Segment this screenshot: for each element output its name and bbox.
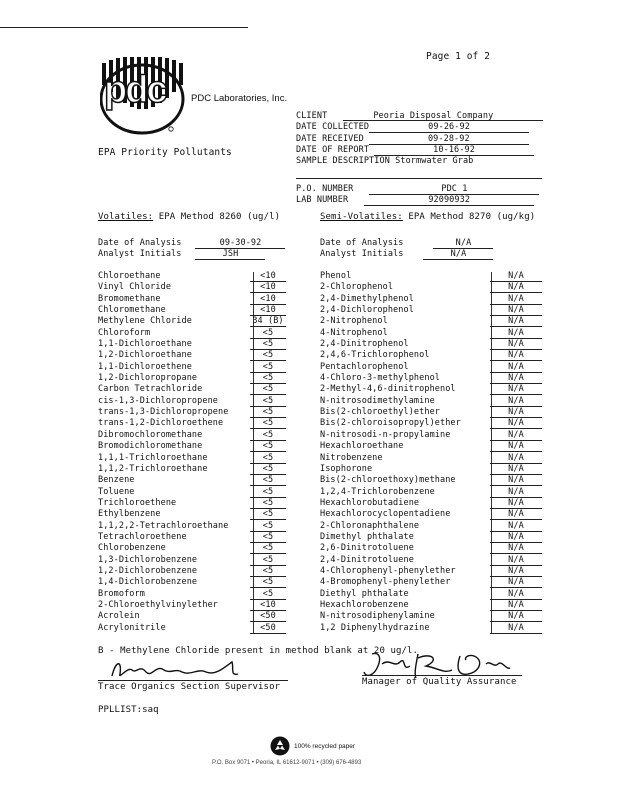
- semivolatiles-row: [320, 294, 550, 305]
- volatiles-meta: Date of Analysis 09-30-92 Analyst Initials JSH: [98, 238, 285, 261]
- volatiles-analyte-name: Dibromochloromethane: [98, 429, 203, 440]
- volatiles-row: [98, 509, 298, 520]
- volatiles-analyte-name: trans-1,2-Dichloroethene: [98, 418, 224, 429]
- semivolatiles-row: [320, 282, 550, 293]
- volatiles-analyte-name: Bromomethane: [98, 293, 161, 304]
- semivolatiles-result-value: N/A: [490, 600, 542, 611]
- semivolatiles-analyte-name: Isophorone: [320, 463, 373, 474]
- semivolatiles-result-value: N/A: [490, 407, 542, 418]
- semivolatiles-result-value: N/A: [490, 430, 542, 441]
- volatiles-analyte-name: Bromodichloromethane: [98, 441, 203, 452]
- semivolatiles-analyte-name: 2-Methyl-4,6-dinitrophenol: [320, 384, 456, 395]
- semivolatiles-table: [320, 271, 550, 634]
- semivolatiles-result-value: N/A: [490, 282, 542, 293]
- volatiles-result-value: <5: [250, 407, 286, 418]
- semivolatiles-heading: Semi-Volatiles: EPA Method 8270 (ug/kg): [320, 212, 536, 222]
- semivolatiles-result-value: N/A: [490, 566, 542, 577]
- volatiles-analyte-name: 1,1-Dichloroethene: [98, 361, 192, 372]
- semivolatiles-analyte-name: Hexachlorobenzene: [320, 599, 409, 610]
- volatiles-analyte-name: 1,1,2,2-Tetrachloroethane: [98, 520, 229, 531]
- volatiles-result-value: <10: [250, 282, 286, 293]
- semivolatiles-row: [320, 305, 550, 316]
- semivolatiles-analyte-name: Bis(2-chloroethyl)ether: [320, 407, 441, 418]
- semivolatiles-row: [320, 396, 550, 407]
- semivolatiles-row: [320, 350, 550, 361]
- semivolatiles-analyte-name: 2,4-Dimethylphenol: [320, 293, 414, 304]
- volatiles-row: [98, 555, 298, 566]
- volatiles-result-value: <5: [250, 577, 286, 588]
- volatiles-analyte-name: Benzene: [98, 475, 135, 486]
- volatiles-row: [98, 566, 298, 577]
- volatiles-analyte-name: 1,1,1-Trichloroethane: [98, 452, 208, 463]
- recycle-icon: [270, 736, 290, 756]
- volatiles-result-value: <10: [250, 294, 286, 305]
- semivolatiles-result-value: N/A: [490, 316, 542, 327]
- semivolatiles-row: [320, 532, 550, 543]
- semivolatiles-result-value: N/A: [490, 339, 542, 350]
- volatiles-row: [98, 589, 298, 600]
- semivolatiles-row: [320, 611, 550, 622]
- semivolatiles-result-value: N/A: [490, 305, 542, 316]
- semivolatiles-row: [320, 430, 550, 441]
- file-reference: PPLLIST:saq: [98, 705, 159, 715]
- volatiles-analyte-name: 1,2-Dichlorobenzene: [98, 565, 198, 576]
- supervisor-signature-line: [98, 680, 288, 681]
- volatiles-result-value: <50: [250, 611, 286, 622]
- volatiles-row: [98, 577, 298, 588]
- footer-address: P.O. Box 9071 • Peoria, IL 61612-9071 • (309) 676-4893: [212, 760, 362, 766]
- volatiles-row: [98, 282, 298, 293]
- semivolatiles-result-value: N/A: [490, 555, 542, 566]
- volatiles-analyte-name: Trichloroethene: [98, 497, 177, 508]
- volatiles-row: [98, 600, 298, 611]
- semivolatiles-row: [320, 441, 550, 452]
- semivolatiles-row: [320, 464, 550, 475]
- semivolatiles-row: [320, 600, 550, 611]
- semivolatiles-row: [320, 577, 550, 588]
- semivolatiles-analyte-name: 2-Chlorophenol: [320, 282, 394, 293]
- volatiles-row: [98, 339, 298, 350]
- volatiles-row: [98, 532, 298, 543]
- volatiles-result-value: <5: [250, 328, 286, 339]
- date-collected-value: 09-26-92: [369, 122, 529, 133]
- volatiles-row: [98, 294, 298, 305]
- volatiles-result-value: <5: [250, 566, 286, 577]
- semivolatiles-analyte-name: Bis(2-chloroethoxy)methane: [320, 475, 456, 486]
- volatiles-analyte-name: Chloromethane: [98, 305, 166, 316]
- volatiles-analyte-name: trans-1,3-Dichloropropene: [98, 407, 229, 418]
- volatiles-result-value: <5: [250, 532, 286, 543]
- semivolatiles-row: [320, 328, 550, 339]
- volatiles-row: [98, 396, 298, 407]
- semivolatiles-analyte-name: 1,2,4-Trichlorobenzene: [320, 486, 435, 497]
- semivolatiles-row: [320, 384, 550, 395]
- company-name: PDC Laboratories, Inc.: [191, 93, 288, 104]
- volatiles-analyte-name: Carbon Tetrachloride: [98, 384, 203, 395]
- volatiles-heading: Volatiles: EPA Method 8260 (ug/l): [98, 212, 281, 222]
- semivolatiles-row: [320, 589, 550, 600]
- volatiles-result-value: <5: [250, 509, 286, 520]
- semivolatiles-result-value: N/A: [490, 271, 542, 282]
- volatiles-analyte-name: 1,2-Dichloroethane: [98, 350, 192, 361]
- semivolatiles-analyte-name: 4-Nitrophenol: [320, 327, 388, 338]
- semivolatiles-analyte-name: N-nitrosodi-n-propylamine: [320, 429, 451, 440]
- volatiles-analyte-name: Acrylonitrile: [98, 622, 166, 633]
- semivolatiles-row: [320, 362, 550, 373]
- volatiles-result-value: <5: [250, 543, 286, 554]
- semivolatiles-row: [320, 373, 550, 384]
- semivolatiles-analyte-name: Hexachloroethane: [320, 441, 404, 452]
- volatiles-result-value: <5: [250, 589, 286, 600]
- semivolatiles-analyte-name: Phenol: [320, 271, 352, 281]
- footnote: B - Methylene Chloride present in method blank at 20 ug/l.: [98, 646, 419, 656]
- semivolatiles-result-value: N/A: [490, 577, 542, 588]
- semivolatiles-date-value: N/A: [433, 238, 493, 249]
- volatiles-analyte-name: Acrolein: [98, 611, 140, 622]
- volatiles-row: [98, 362, 298, 373]
- supervisor-signature: [106, 656, 256, 682]
- semivolatiles-analyte-name: N-nitrosodiphenylamine: [320, 611, 435, 622]
- volatiles-result-value: <5: [250, 487, 286, 498]
- semivolatiles-result-value: N/A: [490, 294, 542, 305]
- semivolatiles-analyst-value: N/A: [423, 249, 493, 260]
- semivolatiles-analyte-name: Nitrobenzene: [320, 452, 383, 463]
- volatiles-analyte-name: Methylene Chloride: [98, 316, 192, 327]
- semivolatiles-analyte-name: 2-Chloronaphthalene: [320, 520, 420, 531]
- semivolatiles-result-value: N/A: [490, 384, 542, 395]
- volatiles-date-value: 09-30-92: [195, 238, 285, 249]
- semivolatiles-row: [320, 316, 550, 327]
- semivolatiles-result-value: N/A: [490, 532, 542, 543]
- date-received-value: 09-28-92: [369, 134, 529, 145]
- semivolatiles-result-value: N/A: [490, 589, 542, 600]
- semivolatiles-meta: Date of Analysis N/A Analyst Initials N/A: [320, 238, 493, 261]
- semivolatiles-row: [320, 498, 550, 509]
- semivolatiles-analyte-name: 2-Nitrophenol: [320, 316, 388, 327]
- semivolatiles-row: [320, 509, 550, 520]
- volatiles-row: [98, 407, 298, 418]
- volatiles-analyst-value: JSH: [195, 249, 265, 260]
- po-number-value: PDC 1: [369, 184, 539, 195]
- volatiles-result-value: <10: [250, 600, 286, 611]
- semivolatiles-result-value: N/A: [490, 611, 542, 622]
- qa-manager-title: Manager of Quality Assurance: [362, 677, 517, 687]
- logo-wordmark: pdc: [104, 69, 166, 111]
- volatiles-result-value: <5: [250, 339, 286, 350]
- volatiles-table: [98, 271, 298, 634]
- semivolatiles-analyte-name: 2,4,6-Trichlorophenol: [320, 350, 430, 361]
- volatiles-row: [98, 271, 298, 282]
- volatiles-row: [98, 623, 298, 634]
- volatiles-result-value: <5: [250, 350, 286, 361]
- report-title: EPA Priority Pollutants: [98, 147, 232, 158]
- volatiles-result-value: <5: [250, 475, 286, 486]
- volatiles-result-value: <5: [250, 441, 286, 452]
- volatiles-result-value: <10: [250, 271, 286, 282]
- volatiles-analyte-name: 1,1,2-Trichloroethane: [98, 463, 208, 474]
- semivolatiles-result-value: N/A: [490, 441, 542, 452]
- semivolatiles-result-value: N/A: [490, 350, 542, 361]
- semivolatiles-analyte-name: 2,4-Dinitrotoluene: [320, 554, 414, 565]
- volatiles-row: [98, 521, 298, 532]
- semivolatiles-analyte-name: 2,6-Dinitrotoluene: [320, 543, 414, 554]
- lab-number-value: 92090932: [364, 195, 534, 206]
- volatiles-analyte-name: Toluene: [98, 486, 135, 497]
- volatiles-row: [98, 543, 298, 554]
- semivolatiles-analyte-name: Hexachlorobutadiene: [320, 497, 420, 508]
- recycled-paper-note: 100% recycled paper: [294, 743, 356, 750]
- qa-signature-line: [362, 675, 522, 676]
- volatiles-row: [98, 418, 298, 429]
- semivolatiles-analyte-name: Dimethyl phthalate: [320, 531, 414, 542]
- volatiles-row: [98, 350, 298, 361]
- volatiles-row: [98, 487, 298, 498]
- volatiles-analyte-name: 1,1-Dichloroethane: [98, 339, 192, 350]
- volatiles-row: [98, 498, 298, 509]
- volatiles-result-value: <5: [250, 464, 286, 475]
- volatiles-row: [98, 611, 298, 622]
- semivolatiles-row: [320, 521, 550, 532]
- volatiles-result-value: <5: [250, 373, 286, 384]
- semivolatiles-analyte-name: N-nitrosodimethylamine: [320, 395, 435, 406]
- volatiles-row: [98, 316, 298, 327]
- semivolatiles-row: [320, 418, 550, 429]
- semivolatiles-row: [320, 453, 550, 464]
- semivolatiles-analyte-name: 2,4-Dinitrophenol: [320, 339, 409, 350]
- volatiles-analyte-name: Chloroform: [98, 327, 151, 338]
- volatiles-analyte-name: Chlorobenzene: [98, 543, 166, 554]
- volatiles-row: [98, 384, 298, 395]
- semivolatiles-row: [320, 339, 550, 350]
- volatiles-analyte-name: Tetrachloroethene: [98, 531, 187, 542]
- semivolatiles-row: [320, 623, 550, 634]
- semivolatiles-result-value: N/A: [490, 543, 542, 554]
- semivolatiles-result-value: N/A: [490, 396, 542, 407]
- volatiles-row: [98, 305, 298, 316]
- semivolatiles-analyte-name: Bis(2-chloroisopropyl)ether: [320, 418, 461, 429]
- semivolatiles-result-value: N/A: [490, 498, 542, 509]
- semivolatiles-analyte-name: 4-Chlorophenyl-phenylether: [320, 565, 456, 576]
- semivolatiles-result-value: N/A: [490, 328, 542, 339]
- semivolatiles-analyte-name: 4-Bromophenyl-phenylether: [320, 577, 451, 588]
- volatiles-row: [98, 441, 298, 452]
- semivolatiles-analyte-name: 1,2 Diphenylhydrazine: [320, 622, 430, 633]
- semivolatiles-row: [320, 487, 550, 498]
- sample-description-value: Stormwater Grab: [395, 156, 474, 167]
- volatiles-analyte-name: 1,2-Dichloropropane: [98, 373, 198, 384]
- volatiles-row: [98, 453, 298, 464]
- volatiles-result-value: <5: [250, 396, 286, 407]
- volatiles-analyte-name: cis-1,3-Dichloropropene: [98, 395, 219, 406]
- volatiles-result-value: <5: [250, 498, 286, 509]
- supervisor-title: Trace Organics Section Supervisor: [98, 682, 281, 692]
- semivolatiles-result-value: N/A: [490, 362, 542, 373]
- semivolatiles-row: [320, 407, 550, 418]
- top-rule: [0, 27, 248, 28]
- semivolatiles-result-value: N/A: [490, 464, 542, 475]
- date-report-value: 10-16-92: [374, 145, 534, 156]
- volatiles-result-value: <5: [250, 384, 286, 395]
- volatiles-analyte-name: Bromoform: [98, 588, 145, 599]
- volatiles-result-value: <5: [250, 453, 286, 464]
- volatiles-analyte-name: 2-Chloroethylvinylether: [98, 599, 219, 610]
- volatiles-analyte-name: Chloroethane: [98, 271, 161, 281]
- volatiles-row: [98, 328, 298, 339]
- volatiles-analyte-name: 1,3-Dichlorobenzene: [98, 554, 198, 565]
- semivolatiles-analyte-name: Pentachlorophenol: [320, 361, 409, 372]
- semivolatiles-result-value: N/A: [490, 487, 542, 498]
- volatiles-row: [98, 464, 298, 475]
- volatiles-result-value: <5: [250, 521, 286, 532]
- semivolatiles-result-value: N/A: [490, 521, 542, 532]
- volatiles-result-value: <5: [250, 430, 286, 441]
- semivolatiles-analyte-name: 4-Chloro-3-methylphenol: [320, 373, 441, 384]
- volatiles-result-value: <50: [250, 623, 286, 634]
- semivolatiles-result-value: N/A: [490, 453, 542, 464]
- volatiles-result-value: <5: [250, 555, 286, 566]
- semivolatiles-result-value: N/A: [490, 373, 542, 384]
- volatiles-result-value: <10: [250, 305, 286, 316]
- volatiles-result-value: <5: [250, 362, 286, 373]
- volatiles-analyte-name: Vinyl Chloride: [98, 282, 172, 293]
- semivolatiles-row: [320, 566, 550, 577]
- volatiles-row: [98, 430, 298, 441]
- semivolatiles-result-value: N/A: [490, 623, 542, 634]
- volatiles-result-value: 34 (B): [250, 316, 286, 327]
- semivolatiles-result-value: N/A: [490, 418, 542, 429]
- semivolatiles-result-value: N/A: [490, 475, 542, 486]
- volatiles-analyte-name: Ethylbenzene: [98, 509, 161, 520]
- volatiles-row: [98, 475, 298, 486]
- semivolatiles-analyte-name: 2,4-Dichlorophenol: [320, 305, 414, 316]
- semivolatiles-analyte-name: Diethyl phthalate: [320, 588, 409, 599]
- client-info: CLIENT Peoria Disposal Company DATE COLLECTED 09-26-92 DATE RECEIVED 09-28-92 DATE OF REPORT 10-16-92 SAMPLE DESCRIPTION Stormwater Grab P.O. NUMBER PDC 1 LAB NUMBER 92090932: [296, 111, 543, 206]
- semivolatiles-analyte-name: Hexachlorocyclopentadiene: [320, 509, 451, 520]
- semivolatiles-row: [320, 475, 550, 486]
- volatiles-analyte-name: 1,4-Dichlorobenzene: [98, 577, 198, 588]
- semivolatiles-result-value: N/A: [490, 509, 542, 520]
- client-value: Peoria Disposal Company: [343, 111, 543, 121]
- semivolatiles-row: [320, 555, 550, 566]
- semivolatiles-row: [320, 543, 550, 554]
- volatiles-row: [98, 373, 298, 384]
- volatiles-result-value: <5: [250, 418, 286, 429]
- page-number: Page 1 of 2: [426, 51, 491, 62]
- semivolatiles-row: [320, 271, 550, 282]
